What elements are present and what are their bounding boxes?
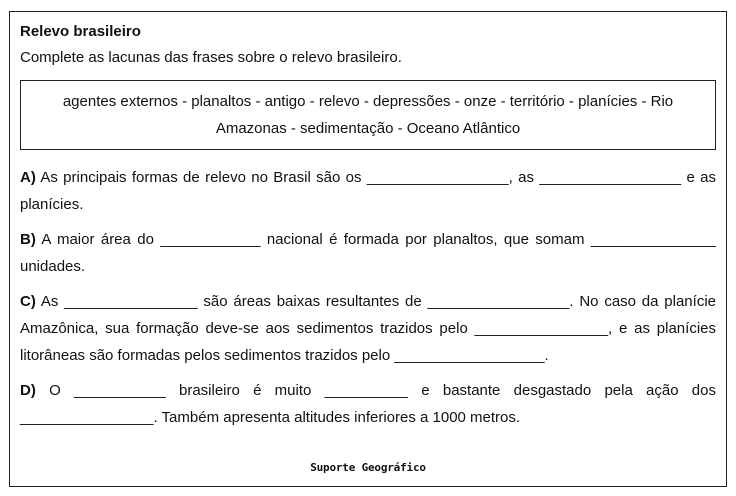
worksheet-instruction: Complete as lacunas das frases sobre o relevo brasileiro. (20, 49, 402, 66)
question-label: B) (20, 231, 36, 248)
question-label: D) (20, 382, 36, 399)
question-text: As principais formas de relevo no Brasil são os _________________, as _________________ e as planícies. (20, 169, 716, 213)
question-text: O ___________ brasileiro é muito __________ e bastante desgastado pela ação dos ________________. Também apresenta altitudes inferiores a 1000 metros. (20, 382, 716, 426)
question-label: A) (20, 169, 36, 186)
question-c (20, 288, 716, 369)
question-text: As ________________ são áreas baixas resultantes de _________________. No caso da planície Amazônica, sua formação deve-se aos sedimentos trazidos pelo ________________, e as planícies litorâneas são formadas pelos sedimentos trazidos pelo __________________. (20, 293, 716, 364)
word-bank-text: agentes externos - planaltos - antigo - relevo - depressões - onze - território - planícies - Rio Amazonas - sedimentação - Oceano Atlântico (62, 93, 674, 137)
word-bank (20, 80, 716, 150)
worksheet (9, 11, 727, 487)
question-d (20, 377, 716, 431)
question-a (20, 164, 716, 218)
question-label: C) (20, 293, 36, 310)
worksheet-title: Relevo brasileiro (20, 23, 141, 40)
question-b (20, 226, 716, 280)
question-text: A maior área do ____________ nacional é formada por planaltos, que somam _______________ unidades. (20, 231, 716, 275)
footer-credit: Suporte Geográfico (310, 461, 426, 474)
